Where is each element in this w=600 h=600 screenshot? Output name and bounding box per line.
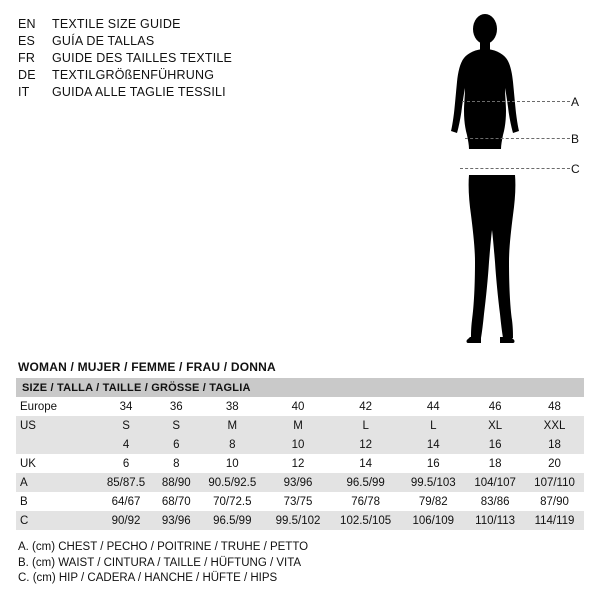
cell: 6 [154,435,198,454]
cell: 96.5/99 [330,473,402,492]
language-title-list [18,16,348,101]
cell: 14 [330,454,402,473]
cell: 36 [154,397,198,416]
cell: 106/109 [401,511,465,530]
legend-line-a: A. (cm) CHEST / PECHO / POITRINE / TRUHE / PETTO [18,541,309,553]
cell: 79/82 [401,492,465,511]
female-silhouette-icon [420,8,590,373]
cell: 68/70 [154,492,198,511]
cell: 20 [525,454,584,473]
language-code: IT [18,85,30,99]
table-row [16,473,584,492]
cell: 87/90 [525,492,584,511]
measure-label-c: C [571,162,580,176]
row-label: Europe [16,397,98,416]
cell: 93/96 [266,473,330,492]
table-header-label: SIZE / TALLA / TAILLE / GRÖSSE / TAGLIA [16,378,584,397]
language-code: FR [18,51,36,65]
section-title: WOMAN / MUJER / FEMME / FRAU / DONNA [18,360,276,374]
language-row [18,33,348,50]
cell: 10 [198,454,266,473]
language-row [18,84,348,101]
measurement-legend [18,540,308,587]
measure-line-c [460,168,570,169]
row-label [16,435,98,454]
language-title: GUÍA DE TALLAS [52,34,155,48]
cell: 48 [525,397,584,416]
cell: 44 [401,397,465,416]
cell: 6 [98,454,154,473]
row-label: UK [16,454,98,473]
measure-line-a [462,101,570,102]
cell: 90.5/92.5 [198,473,266,492]
table-row [16,454,584,473]
row-label: B [16,492,98,511]
measure-label-b: B [571,132,580,146]
measure-line-b [465,138,570,139]
cell: 90/92 [98,511,154,530]
language-code: DE [18,68,36,82]
cell: S [154,416,198,435]
cell: 107/110 [525,473,584,492]
cell: XL [465,416,525,435]
cell: 88/90 [154,473,198,492]
language-row [18,67,348,84]
language-row [18,50,348,67]
cell: 10 [266,435,330,454]
cell: 8 [198,435,266,454]
language-title: GUIDE DES TAILLES TEXTILE [52,51,233,65]
language-title: GUIDA ALLE TAGLIE TESSILI [52,85,226,99]
size-table-wrapper [16,378,584,530]
language-code: ES [18,34,36,48]
language-title: TEXTILGRÖßENFÜHRUNG [52,68,215,82]
cell: L [401,416,465,435]
table-row [16,511,584,530]
cell: 12 [330,435,402,454]
cell: 99.5/102 [266,511,330,530]
cell: 93/96 [154,511,198,530]
cell: 83/86 [465,492,525,511]
cell: L [330,416,402,435]
cell: 96.5/99 [198,511,266,530]
cell: 42 [330,397,402,416]
cell: 38 [198,397,266,416]
cell: 16 [465,435,525,454]
cell: 70/72.5 [198,492,266,511]
cell: 64/67 [98,492,154,511]
table-row [16,435,584,454]
cell: 73/75 [266,492,330,511]
cell: 40 [266,397,330,416]
cell: 110/113 [465,511,525,530]
cell: XXL [525,416,584,435]
cell: 12 [266,454,330,473]
cell: 99.5/103 [401,473,465,492]
table-header-row [16,378,584,397]
cell: 46 [465,397,525,416]
cell: 14 [401,435,465,454]
cell: 4 [98,435,154,454]
legend-line-b: B. (cm) WAIST / CINTURA / TAILLE / HÜFTUNG / VITA [18,556,302,569]
cell: M [198,416,266,435]
cell: S [98,416,154,435]
measure-label-a: A [571,95,580,109]
cell: 85/87.5 [98,473,154,492]
legend-line-c: C. (cm) HIP / CADERA / HANCHE / HÜFTE / HIPS [18,572,278,584]
table-row [16,397,584,416]
body-measurement-figure [420,8,590,373]
cell: 18 [525,435,584,454]
size-table [16,378,584,530]
table-row [16,416,584,435]
cell: 102.5/105 [330,511,402,530]
cell: M [266,416,330,435]
cell: 76/78 [330,492,402,511]
row-label: C [16,511,98,530]
cell: 104/107 [465,473,525,492]
row-label: US [16,416,98,435]
row-label: A [16,473,98,492]
language-code: EN [18,17,36,31]
cell: 114/119 [525,511,584,530]
language-row [18,16,348,33]
cell: 34 [98,397,154,416]
table-row [16,492,584,511]
cell: 16 [401,454,465,473]
cell: 18 [465,454,525,473]
cell: 8 [154,454,198,473]
language-title: TEXTILE SIZE GUIDE [52,17,181,31]
